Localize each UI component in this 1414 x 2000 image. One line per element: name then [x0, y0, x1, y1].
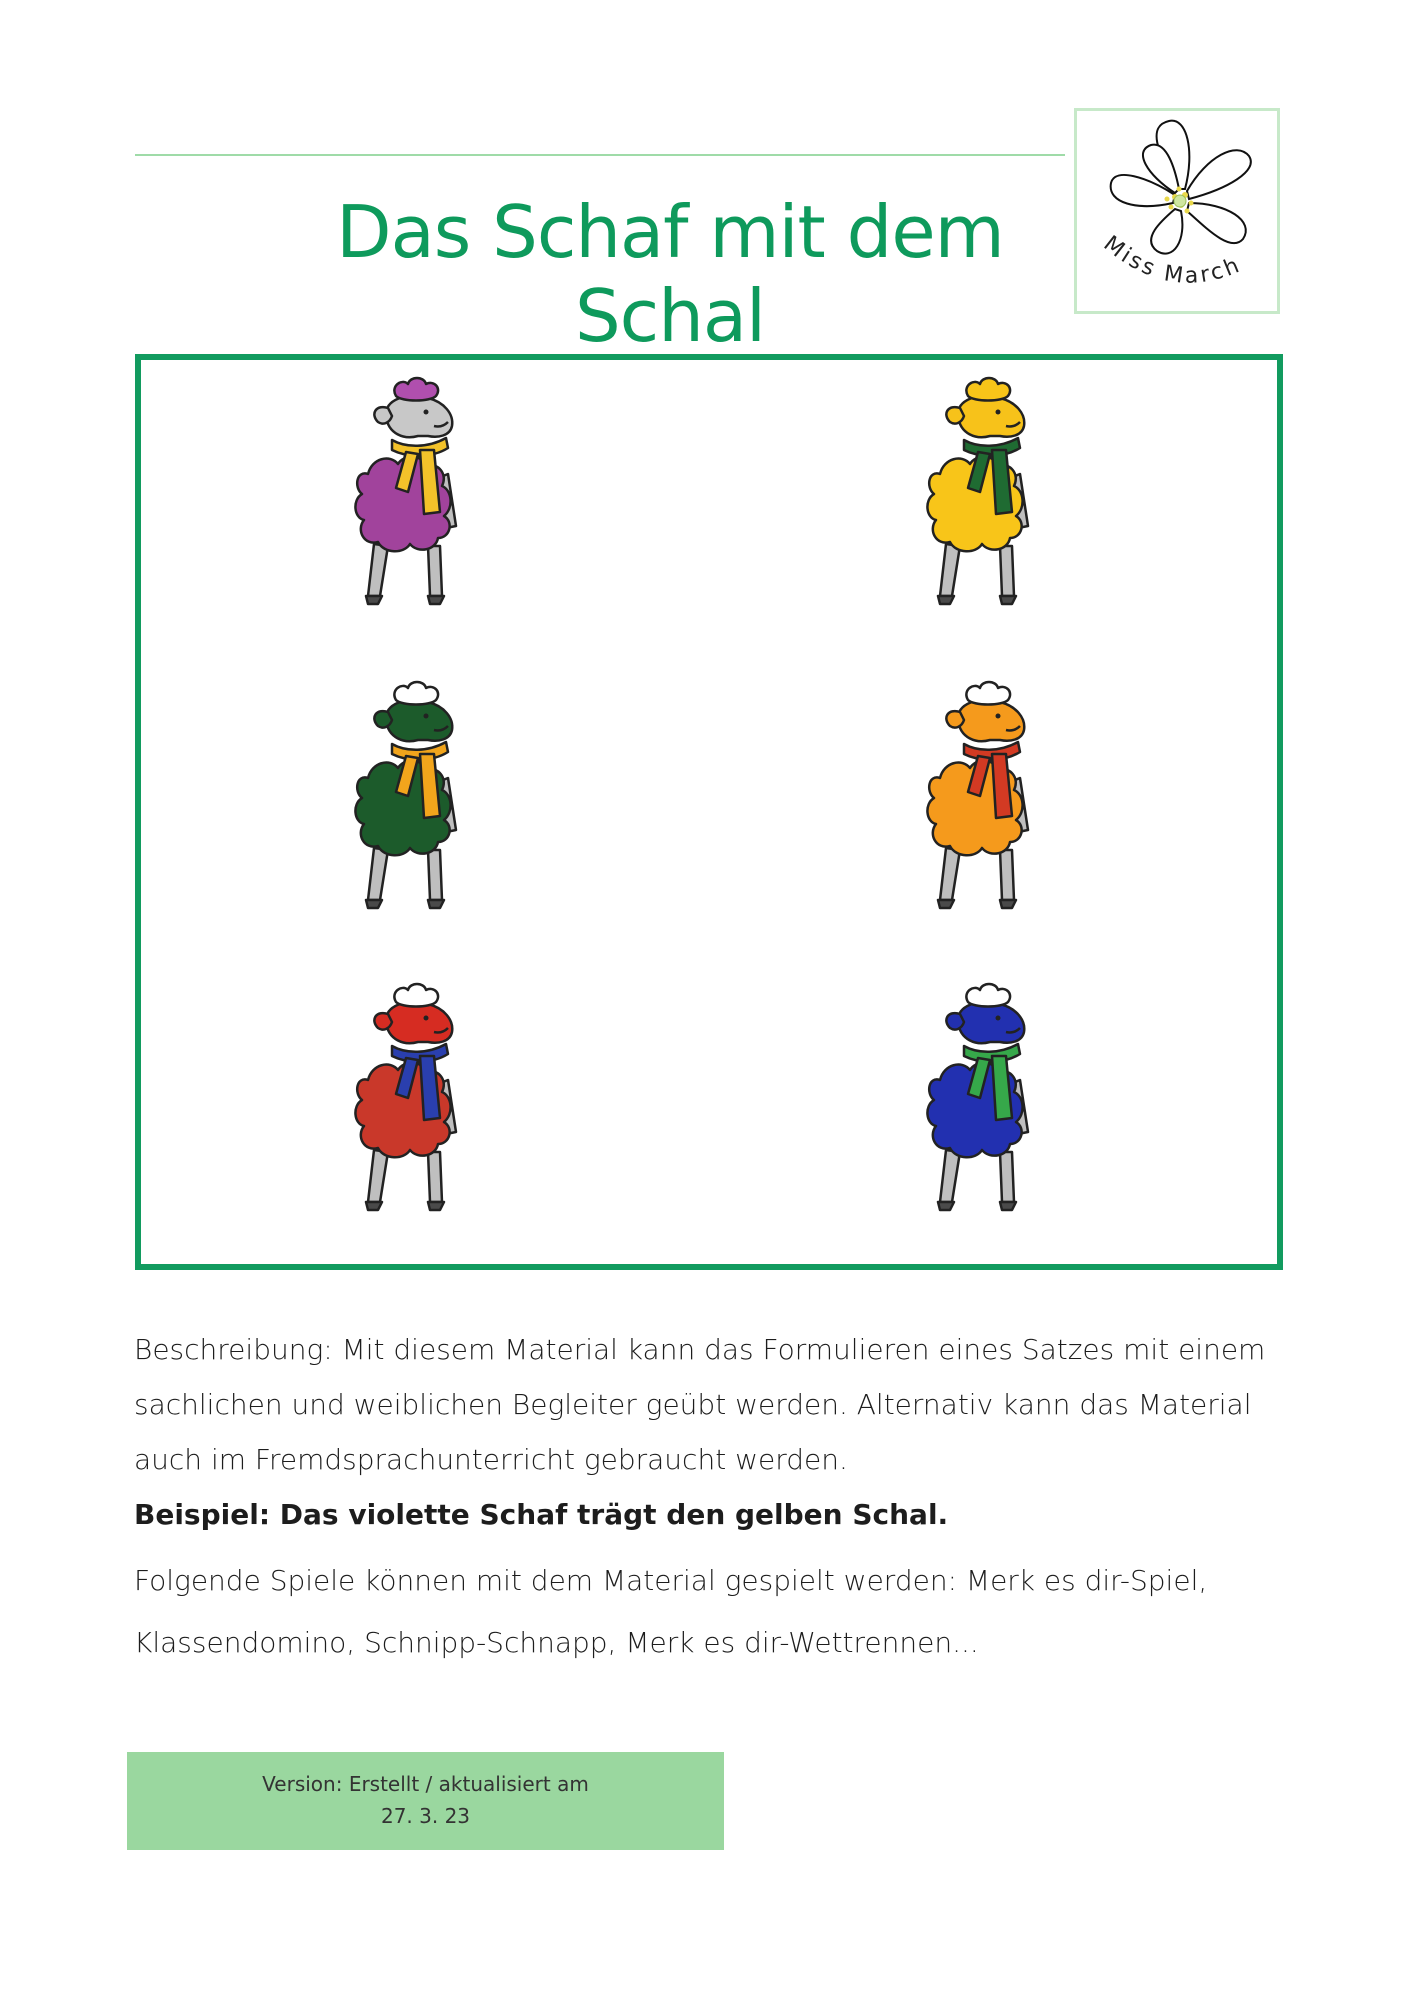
description — [134, 1322, 1284, 1674]
version-date: 27. 3. 23 — [380, 1804, 471, 1828]
version-box — [127, 1752, 724, 1850]
logo-text: Miss March — [1098, 231, 1246, 290]
sheep-illustration — [920, 374, 1080, 614]
sheep-illustration — [348, 678, 508, 918]
description-text: Beschreibung: Mit diesem Material kann das Formulieren eines Satzes mit einem sachlichen und weiblichen Begleiter geübt werden. Alternativ kann das Material auch im Fremdsprachunterricht gebraucht werden. — [134, 1333, 1266, 1476]
sheep-illustration — [920, 980, 1080, 1220]
anemone-flower-icon — [1077, 111, 1283, 317]
games-text: Folgende Spiele können mit dem Material gespielt werden: Merk es dir-Spiel, Klassendomino, Schnipp-Schnapp, Merk es dir-Wettrennen... — [134, 1564, 1208, 1659]
header-divider — [135, 154, 1065, 156]
sheep-illustration — [348, 980, 508, 1220]
page-title: Das Schaf mit dem Schal — [336, 190, 1004, 358]
example-sentence: Beispiel: Das violette Schaf trägt den gelben Schal. — [134, 1498, 949, 1531]
logo — [1074, 108, 1280, 314]
sheep-illustration — [920, 678, 1080, 918]
version-label: Version: Erstellt / aktualisiert am — [262, 1772, 589, 1796]
sheep-illustration — [348, 374, 508, 614]
sheep-grid — [135, 354, 1283, 1270]
